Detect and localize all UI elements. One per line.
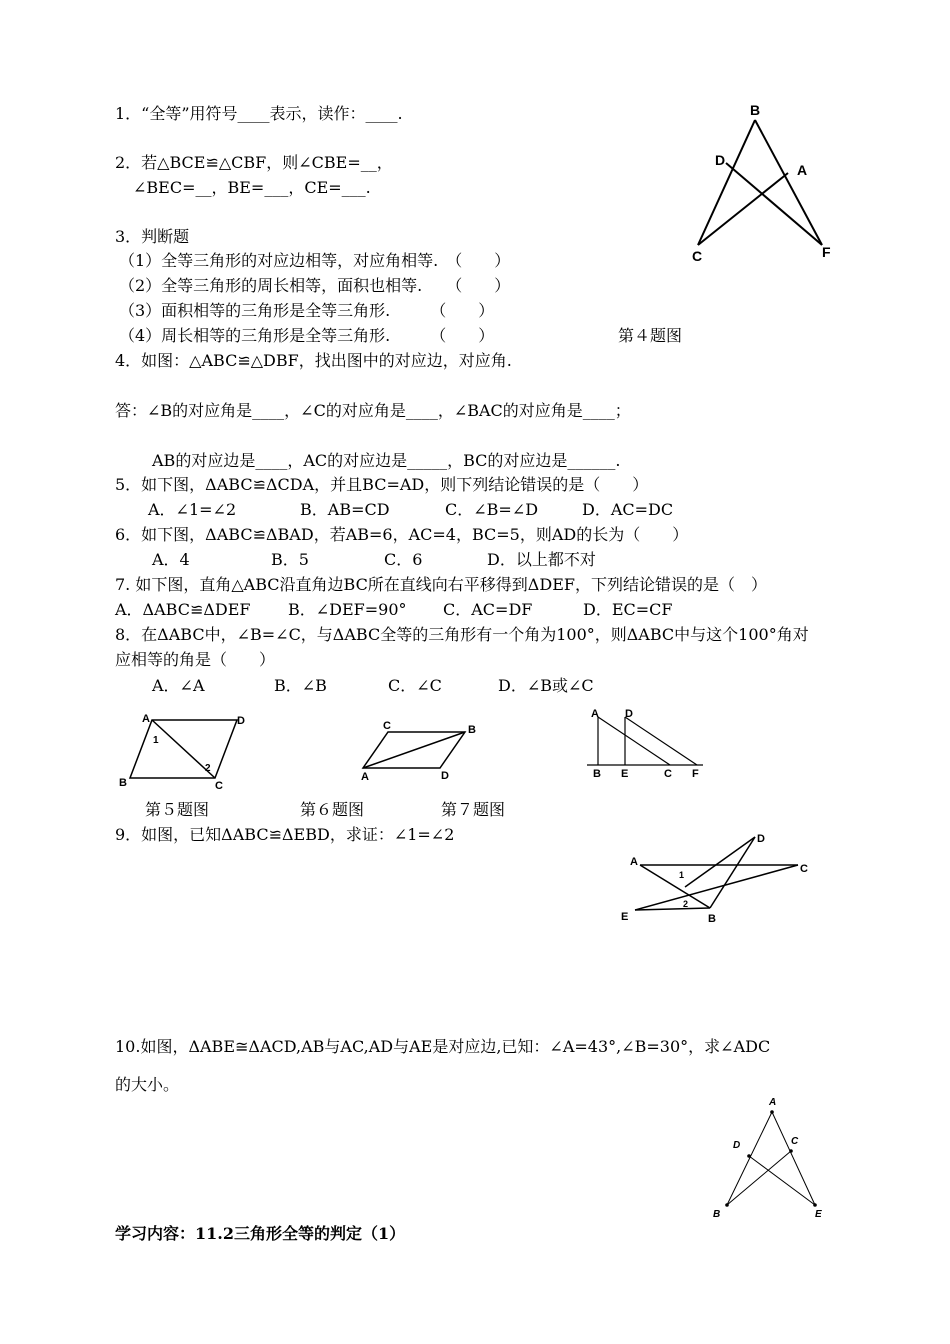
fig4-label-f: F bbox=[822, 244, 831, 260]
fig6-label-d: D bbox=[441, 770, 449, 782]
fig7-label-f: F bbox=[692, 768, 699, 780]
fig10-label-b: B bbox=[713, 1209, 721, 1220]
question-7-option-c: C．AC=DF bbox=[443, 600, 533, 619]
figure-10-diagram bbox=[705, 1095, 835, 1220]
fig4-label-b: B bbox=[750, 102, 761, 118]
question-5-option-c: C．∠B=∠D bbox=[445, 500, 539, 519]
question-8-option-a: A．∠A bbox=[152, 676, 205, 695]
fig6-label-a: A bbox=[361, 771, 369, 783]
question-1: 1．“全等”用符号____表示，读作：____. bbox=[115, 104, 403, 123]
question-2-line-2: ∠BEC=__，BE=___，CE=___. bbox=[133, 178, 371, 197]
question-7-option-a: A．ΔABC≌ΔDEF bbox=[115, 600, 251, 619]
figure-7-diagram bbox=[585, 705, 710, 785]
figure-5-diagram bbox=[115, 710, 265, 795]
fig5-label-a: A bbox=[142, 713, 150, 725]
question-7-option-d: D．EC=CF bbox=[583, 600, 673, 619]
fig7-label-e: E bbox=[621, 768, 629, 780]
fig5-label-b: B bbox=[119, 777, 127, 789]
question-5-option-b: B．AB=CD bbox=[300, 500, 390, 519]
fig5-label-2: 2 bbox=[205, 763, 211, 774]
fig9-label-a: A bbox=[630, 856, 638, 868]
fig9-label-d: D bbox=[757, 833, 765, 845]
question-6-option-c: C．6 bbox=[384, 550, 423, 569]
figure-6-caption: 第６题图 bbox=[300, 800, 365, 819]
fig7-label-c: C bbox=[664, 768, 672, 780]
fig9-label-e: E bbox=[621, 911, 629, 923]
question-8-line-2: 应相等的角是（ ） bbox=[115, 650, 276, 669]
fig9-label-b: B bbox=[708, 913, 716, 925]
question-7-option-b: B．∠DEF=90° bbox=[288, 600, 407, 619]
figure-5-caption: 第５题图 bbox=[145, 800, 210, 819]
fig5-label-c: C bbox=[215, 780, 223, 792]
question-3-item-1: （1）全等三角形的对应边相等，对应角相等. （ ） bbox=[119, 251, 511, 270]
question-5-option-a: A．∠1=∠2 bbox=[148, 500, 237, 519]
question-8-option-c: C．∠C bbox=[388, 676, 442, 695]
question-6-option-a: A．4 bbox=[152, 550, 190, 569]
fig10-label-e: E bbox=[815, 1209, 822, 1220]
question-5: 5．如下图，ΔABC≌ΔCDA，并且BC=AD，则下列结论错误的是（ ） bbox=[115, 475, 649, 494]
question-4: 4．如图：△ABC≌△DBF，找出图中的对应边，对应角. bbox=[115, 351, 512, 370]
question-3-title: 3．判断题 bbox=[115, 227, 190, 246]
question-5-option-d: D．AC=DC bbox=[582, 500, 674, 519]
question-3-item-3: （3）面积相等的三角形是全等三角形. （ ） bbox=[119, 301, 495, 320]
fig9-label-2: 2 bbox=[683, 899, 689, 909]
question-8-option-b: B．∠B bbox=[274, 676, 327, 695]
question-7: 7. 如下图，直角△ABC沿直角边BC所在直线向右平移得到ΔDEF，下列结论错误的是（ ） bbox=[115, 575, 767, 594]
fig5-label-1: 1 bbox=[153, 735, 159, 746]
fig4-label-d: D bbox=[715, 152, 726, 168]
fig9-label-c: C bbox=[800, 863, 808, 875]
fig6-label-b: B bbox=[468, 724, 476, 736]
section-title: 学习内容：11.2三角形全等的判定（1） bbox=[115, 1224, 406, 1243]
question-3-item-4: （4）周长相等的三角形是全等三角形. （ ） bbox=[119, 326, 495, 345]
fig10-label-a: A bbox=[769, 1097, 777, 1108]
question-10-line-2: 的大小。 bbox=[115, 1075, 180, 1094]
fig7-label-d: D bbox=[625, 708, 633, 720]
figure-4-caption: 第４题图 bbox=[618, 326, 683, 345]
fig7-label-a: A bbox=[591, 708, 599, 720]
figure-7-caption: 第７题图 bbox=[441, 800, 506, 819]
figure-6-diagram bbox=[355, 715, 495, 785]
question-6: 6．如下图，ΔABC≌ΔBAD，若AB=6，AC=4，BC=5，则AD的长为（ ） bbox=[115, 525, 689, 544]
fig6-label-c: C bbox=[383, 720, 391, 732]
fig4-label-c: C bbox=[692, 248, 703, 264]
question-8-line-1: 8．在ΔABC中，∠B=∠C，与ΔABC全等的三角形有一个角为100°，则ΔABC中与这个100°角对 bbox=[115, 625, 809, 644]
question-3-item-2: （2）全等三角形的周长相等，面积也相等. （ ） bbox=[119, 276, 511, 295]
question-4-answer-2: AB的对应边是____，AC的对应边是_____，BC的对应边是______. bbox=[152, 451, 621, 470]
fig10-label-c: C bbox=[791, 1136, 799, 1147]
fig5-label-d: D bbox=[237, 715, 245, 727]
fig10-label-d: D bbox=[733, 1140, 741, 1151]
figure-4-diagram bbox=[680, 95, 850, 265]
question-8-option-d: D．∠B或∠C bbox=[498, 676, 594, 695]
question-10-line-1: 10.如图，ΔABE≅ΔACD,AB与AC,AD与AE是对应边,已知：∠A=43°,∠B=30°，求∠ADC bbox=[115, 1037, 771, 1056]
question-6-option-b: B．5 bbox=[271, 550, 309, 569]
fig7-label-b: B bbox=[593, 768, 601, 780]
question-4-answer-1: 答：∠B的对应角是____，∠C的对应角是____，∠BAC的对应角是____； bbox=[115, 401, 631, 420]
fig4-label-a: A bbox=[797, 162, 808, 178]
fig9-label-1: 1 bbox=[679, 870, 685, 880]
question-9: 9．如图，已知ΔABC≌ΔEBD，求证：∠1=∠2 bbox=[115, 825, 455, 844]
question-2-line-1: 2．若△BCE≌△CBF，则∠CBE=__， bbox=[115, 153, 393, 172]
question-6-option-d: D．以上都不对 bbox=[487, 550, 596, 569]
figure-9-diagram bbox=[615, 825, 815, 925]
